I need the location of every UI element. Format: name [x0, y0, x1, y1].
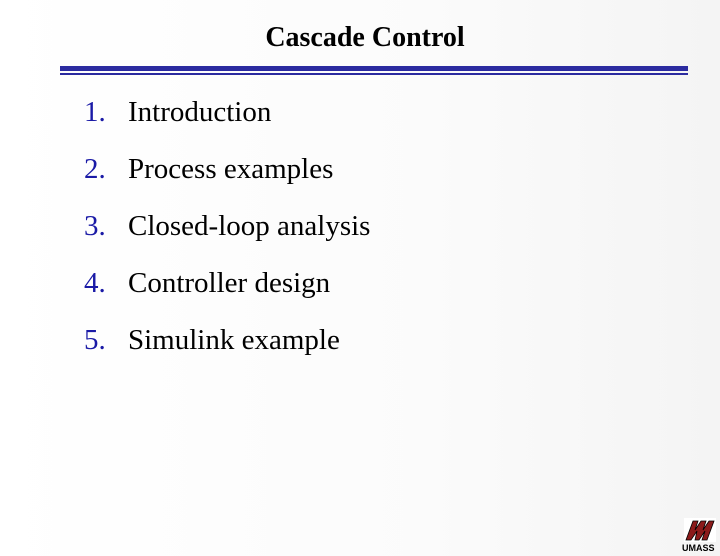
agenda-item-number: 5.: [84, 324, 106, 356]
agenda-item: [84, 198, 370, 255]
agenda-item-text: Simulink example: [128, 324, 340, 356]
agenda-list: [84, 84, 370, 369]
agenda-item-text: Controller design: [128, 267, 331, 299]
agenda-item: [84, 312, 370, 369]
agenda-item-text: Introduction: [128, 96, 272, 128]
umass-logo-text: UMASS: [682, 543, 715, 553]
agenda-item-number: 1.: [84, 96, 106, 128]
agenda-item: [84, 141, 370, 198]
agenda-item-text: Process examples: [128, 153, 334, 185]
title-divider-thick: [60, 66, 688, 71]
agenda-item: [84, 84, 370, 141]
umass-logo-icon: [684, 518, 716, 542]
title-divider-thin: [60, 73, 688, 75]
slide-title: Cascade Control: [265, 22, 465, 53]
agenda-item: [84, 255, 370, 312]
agenda-item-number: 2.: [84, 153, 106, 185]
agenda-item-number: 3.: [84, 210, 106, 242]
agenda-item-text: Closed-loop analysis: [128, 210, 371, 242]
umass-logo: [682, 518, 720, 556]
agenda-item-number: 4.: [84, 267, 106, 299]
